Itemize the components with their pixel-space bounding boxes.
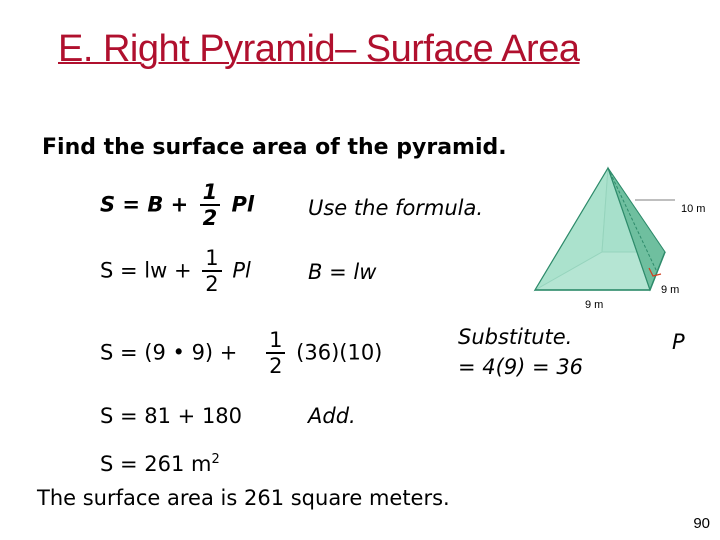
problem-prompt: Find the surface area of the pyramid.	[42, 135, 507, 160]
step-2-line	[100, 248, 251, 295]
slant-label: 10 m	[681, 203, 706, 215]
step-2-note: B = lw	[308, 260, 377, 284]
step-3-note-substitute: Substitute.	[458, 325, 573, 349]
formula-note: Use the formula.	[308, 196, 484, 220]
step-3-line	[100, 330, 382, 377]
fraction-numerator: 1	[200, 182, 221, 206]
step-2-fraction	[202, 248, 221, 295]
base-side-label: 9 m	[661, 284, 680, 296]
pyramid-figure	[515, 160, 720, 310]
fraction-numerator: 1	[202, 248, 221, 272]
step-2-lhs: S = lw +	[100, 258, 192, 283]
formula-fraction	[200, 182, 221, 229]
step-3-fraction	[266, 330, 285, 377]
formula-lhs: S = B +	[100, 192, 189, 217]
formula-rhs: Pl	[231, 192, 255, 217]
fraction-denominator: 2	[202, 206, 218, 230]
conclusion-text: The surface area is 261 square meters.	[37, 486, 450, 510]
result-exponent: 2	[211, 452, 220, 467]
base-front-label: 9 m	[585, 299, 604, 310]
result-value: S = 261 m	[100, 452, 212, 476]
step-4-note: Add.	[308, 404, 356, 428]
fraction-numerator: 1	[266, 330, 285, 354]
result-line	[100, 452, 220, 476]
step-2-rhs: Pl	[232, 258, 251, 283]
fraction-denominator: 2	[205, 272, 219, 296]
step-3-rhs: (36)(10)	[296, 340, 383, 365]
formula-line	[100, 182, 254, 229]
step-4-line: S = 81 + 180	[100, 404, 243, 428]
fraction-denominator: 2	[269, 354, 283, 378]
page-number: 90	[693, 515, 710, 532]
step-3-lhs: S = (9 • 9) +	[100, 340, 238, 365]
perimeter-label: P	[672, 330, 685, 354]
step-3-note-perimeter: = 4(9) = 36	[458, 355, 584, 379]
slide-title: E. Right Pyramid– Surface Area	[58, 28, 580, 70]
